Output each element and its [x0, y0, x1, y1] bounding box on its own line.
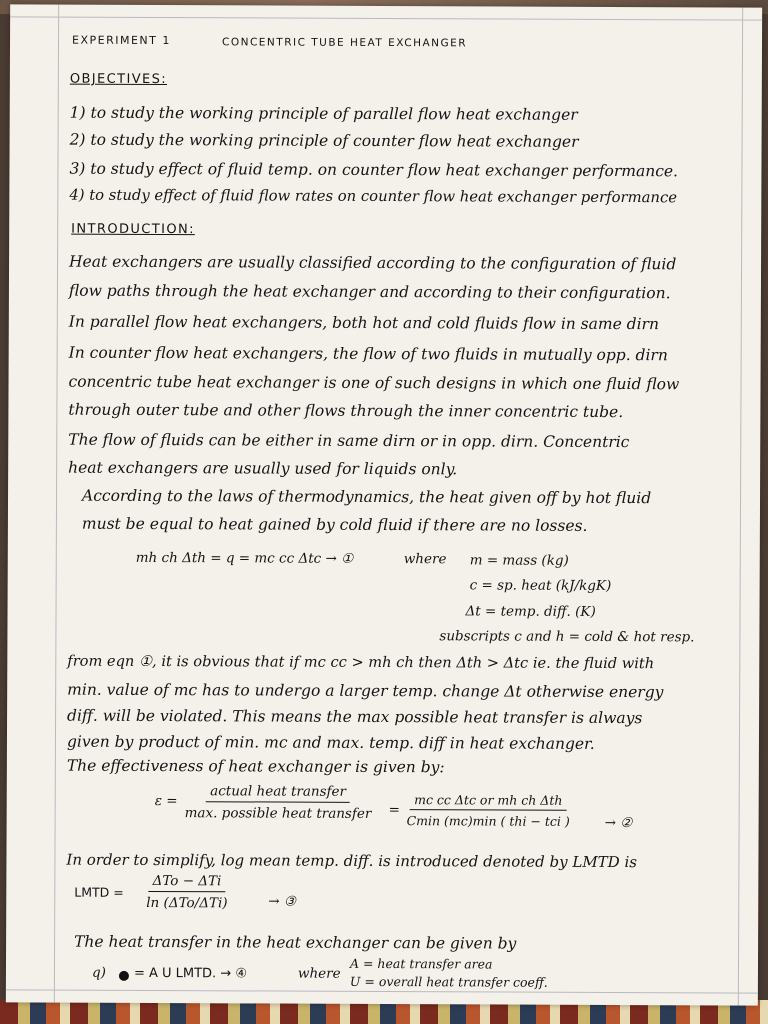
fraction-denominator: Cmin (mc)min ( thi − tci ) [406, 813, 570, 829]
objective-item: 3) to study effect of fluid temp. on counter flow heat exchanger performance. [69, 159, 679, 181]
objective-item: 1) to study the working principle of parallel flow heat exchanger [69, 103, 578, 124]
notebook-page [6, 4, 762, 1005]
lmtd-fraction [146, 873, 227, 911]
fraction-numerator: ΔTo − ΔTi [149, 873, 226, 892]
introduction-heading: INTRODUCTION: [71, 221, 195, 238]
fraction-denominator: ln (ΔTo/ΔTi) [146, 894, 228, 912]
definition-specific-heat: c = sp. heat (kJ/kgK) [469, 577, 612, 594]
intro-line: heat exchangers are usually used for liquids only. [68, 458, 458, 479]
intro-line: The flow of fluids can be either in same dirn or in opp. dirn. Concentric [68, 430, 630, 452]
lmtd-intro-line: In order to simplify, log mean temp. diff. is introduced denoted by LMTD is [66, 850, 638, 872]
definition-mass: m = mass (kg) [469, 552, 569, 569]
equation-heat-transfer: = A U LMTD. → ④ [133, 965, 248, 982]
effectiveness-fraction [185, 783, 372, 822]
where-label: where [403, 551, 447, 568]
left-margin-rule [54, 5, 59, 1003]
intro-line: Heat exchangers are usually classified according to the configuration of fluid [69, 252, 677, 274]
intro-line: concentric tube heat exchanger is one of such designs in which one fluid flow [68, 372, 680, 394]
fraction-numerator: actual heat transfer [206, 783, 350, 803]
lmtd-symbol: LMTD = [74, 884, 124, 900]
experiment-number: EXPERIMENT 1 [71, 33, 171, 48]
equation-ref-2: → ② [604, 814, 633, 832]
heat-transfer-line: The heat transfer in the heat exchanger can be given by [74, 932, 517, 953]
definition-u-coefficient: U = overall heat transfer coeff. [349, 973, 548, 990]
paragraph-line: min. value of mc has to undergo a larger temp. change Δt otherwise energy [67, 680, 664, 702]
definition-area: A = heat transfer area [349, 955, 493, 972]
intro-line: through outer tube and other flows through the inner concentric tube. [68, 400, 624, 422]
intro-line: must be equal to heat gained by cold fluid if there are no losses. [81, 514, 588, 535]
paragraph-line: given by product of min. mc and max. temp. diff in heat exchanger. [66, 732, 595, 753]
objective-item: 4) to study effect of fluid flow rates on counter flow heat exchanger performance [69, 186, 678, 207]
intro-line: In parallel flow heat exchangers, both hot and cold fluids flow in same dirn [68, 312, 660, 334]
intro-line: In counter flow heat exchangers, the flow of two fluids in mutually opp. dirn [68, 343, 668, 365]
objective-item: 2) to study the working principle of counter flow heat exchanger [69, 130, 579, 151]
paragraph-line: diff. will be violated. This means the max possible heat transfer is always [67, 706, 643, 728]
experiment-title: CONCENTRIC TUBE HEAT EXCHANGER [221, 36, 468, 50]
paragraph-line: The effectiveness of heat exchanger is given by: [66, 756, 445, 777]
equation-ref-3: → ③ [268, 893, 297, 910]
right-margin-rule [738, 8, 743, 1006]
definition-subscripts: subscripts c and h = cold & hot resp. [439, 628, 695, 646]
intro-line: According to the laws of thermodynamics, the heat given off by hot fluid [81, 486, 652, 508]
page-bottom-rule [6, 989, 758, 993]
effectiveness-fraction-expanded [407, 792, 570, 829]
intro-line: flow paths through the heat exchanger and according to their configuration. [68, 281, 671, 303]
ink-blot [119, 971, 129, 981]
effectiveness-symbol: ε = [154, 793, 178, 810]
equals-sign: = [388, 802, 401, 819]
fraction-denominator: max. possible heat transfer [184, 805, 372, 822]
equation-heat-balance: mh ch Δth = q = mc cc Δtc → ① [135, 549, 354, 567]
page-top-rule [10, 16, 762, 20]
objectives-heading: OBJECTIVES: [69, 71, 168, 88]
fraction-numerator: mc cc Δtc or mh ch Δth [410, 792, 566, 811]
definition-temp-diff: Δt = temp. diff. (K) [465, 603, 596, 620]
paragraph-line: from eqn ①, it is obvious that if mc cc > mh ch then Δth > Δtc ie. the fluid with [67, 652, 655, 673]
heat-transfer-symbol: q) [91, 964, 106, 981]
where-label: where [297, 965, 341, 982]
